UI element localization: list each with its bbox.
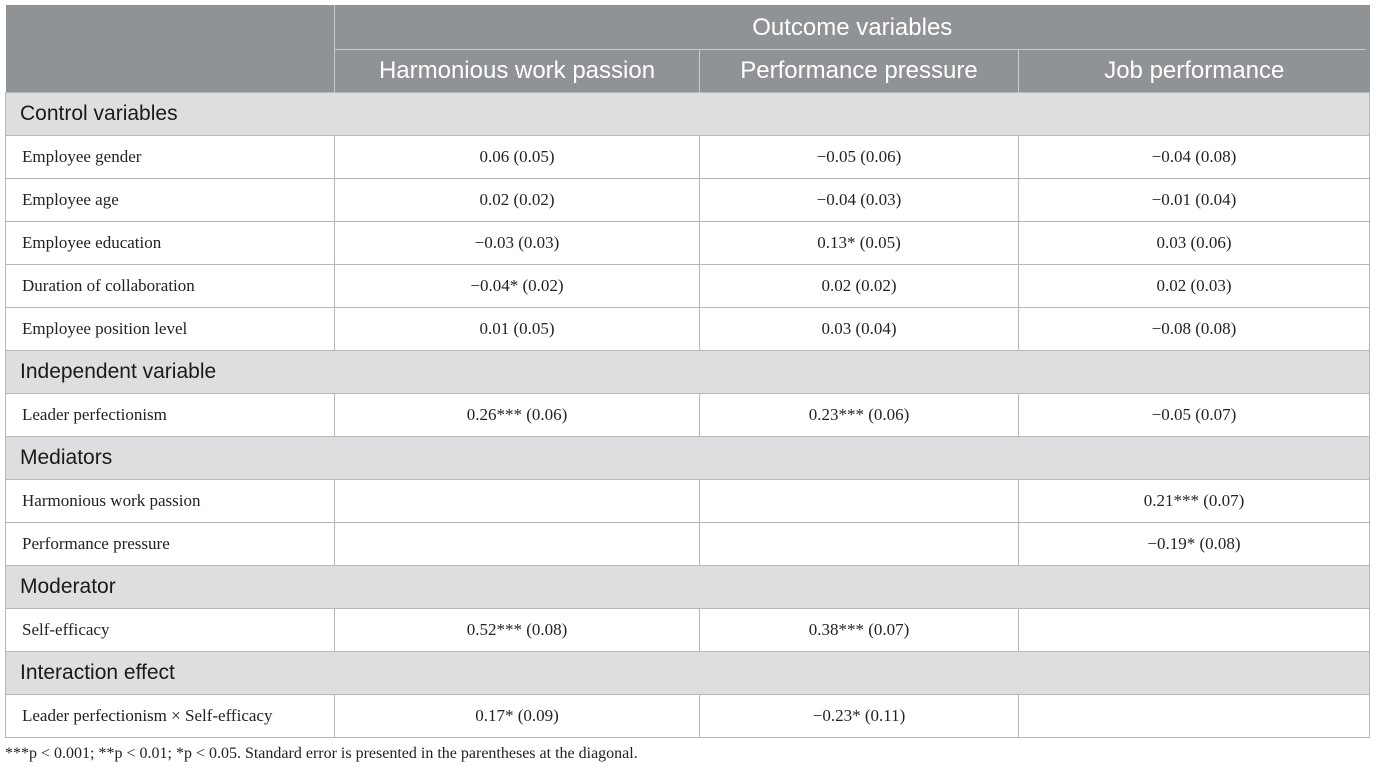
section-row-mediators [6, 437, 1370, 480]
value-cell [700, 480, 1019, 523]
value-cell: 0.38*** (0.07) [700, 609, 1019, 652]
table-row [6, 308, 1370, 351]
section-row-control-variables [6, 93, 1370, 136]
regression-results-table [5, 5, 1370, 738]
table-row [6, 695, 1370, 738]
table-row [6, 136, 1370, 179]
section-row-interaction-effect [6, 652, 1370, 695]
value-cell [700, 523, 1019, 566]
value-cell: −0.05 (0.07) [1019, 394, 1370, 437]
table-row [6, 394, 1370, 437]
value-cell: 0.52*** (0.08) [335, 609, 700, 652]
table-row [6, 222, 1370, 265]
row-label: Employee gender [6, 136, 335, 179]
value-cell: −0.23* (0.11) [700, 695, 1019, 738]
value-cell: 0.23*** (0.06) [700, 394, 1019, 437]
value-cell: 0.03 (0.04) [700, 308, 1019, 351]
value-cell [335, 523, 700, 566]
value-cell: 0.01 (0.05) [335, 308, 700, 351]
row-label: Employee age [6, 179, 335, 222]
section-row-moderator [6, 566, 1370, 609]
value-cell: 0.17* (0.09) [335, 695, 700, 738]
value-cell: −0.04 (0.08) [1019, 136, 1370, 179]
section-title: Mediators [6, 437, 1370, 480]
section-title: Control variables [6, 93, 1370, 136]
row-label: Duration of collaboration [6, 265, 335, 308]
column-header-job-performance: Job performance [1019, 50, 1370, 93]
table-row [6, 179, 1370, 222]
value-cell: 0.02 (0.02) [335, 179, 700, 222]
column-header-harmonious-work-passion: Harmonious work passion [335, 50, 700, 93]
header-corner-cell [6, 5, 335, 93]
value-cell: 0.02 (0.03) [1019, 265, 1370, 308]
value-cell: 0.21*** (0.07) [1019, 480, 1370, 523]
value-cell: 0.06 (0.05) [335, 136, 700, 179]
value-cell: 0.03 (0.06) [1019, 222, 1370, 265]
value-cell: −0.04 (0.03) [700, 179, 1019, 222]
row-label: Harmonious work passion [6, 480, 335, 523]
value-cell: 0.02 (0.02) [700, 265, 1019, 308]
section-title: Interaction effect [6, 652, 1370, 695]
results-table-container [5, 5, 1369, 738]
section-title: Moderator [6, 566, 1370, 609]
value-cell: −0.05 (0.06) [700, 136, 1019, 179]
value-cell [335, 480, 700, 523]
table-row [6, 265, 1370, 308]
row-label: Employee education [6, 222, 335, 265]
row-label: Leader perfectionism × Self-efficacy [6, 695, 335, 738]
value-cell: 0.26*** (0.06) [335, 394, 700, 437]
value-cell: −0.19* (0.08) [1019, 523, 1370, 566]
value-cell: 0.13* (0.05) [700, 222, 1019, 265]
value-cell [1019, 695, 1370, 738]
outcome-variables-header: Outcome variables [335, 5, 1370, 50]
value-cell: −0.01 (0.04) [1019, 179, 1370, 222]
table-row [6, 480, 1370, 523]
row-label: Performance pressure [6, 523, 335, 566]
table-footnote: ***p < 0.001; **p < 0.01; *p < 0.05. Standard error is presented in the parentheses at the diagonal. [5, 745, 638, 762]
table-header [6, 5, 1370, 93]
row-label: Leader perfectionism [6, 394, 335, 437]
table-row [6, 609, 1370, 652]
table-body [6, 93, 1370, 738]
value-cell: −0.04* (0.02) [335, 265, 700, 308]
section-title: Independent variable [6, 351, 1370, 394]
row-label: Self-efficacy [6, 609, 335, 652]
value-cell: −0.03 (0.03) [335, 222, 700, 265]
row-label: Employee position level [6, 308, 335, 351]
value-cell [1019, 609, 1370, 652]
column-header-performance-pressure: Performance pressure [700, 50, 1019, 93]
value-cell: −0.08 (0.08) [1019, 308, 1370, 351]
section-row-independent-variable [6, 351, 1370, 394]
table-row [6, 523, 1370, 566]
